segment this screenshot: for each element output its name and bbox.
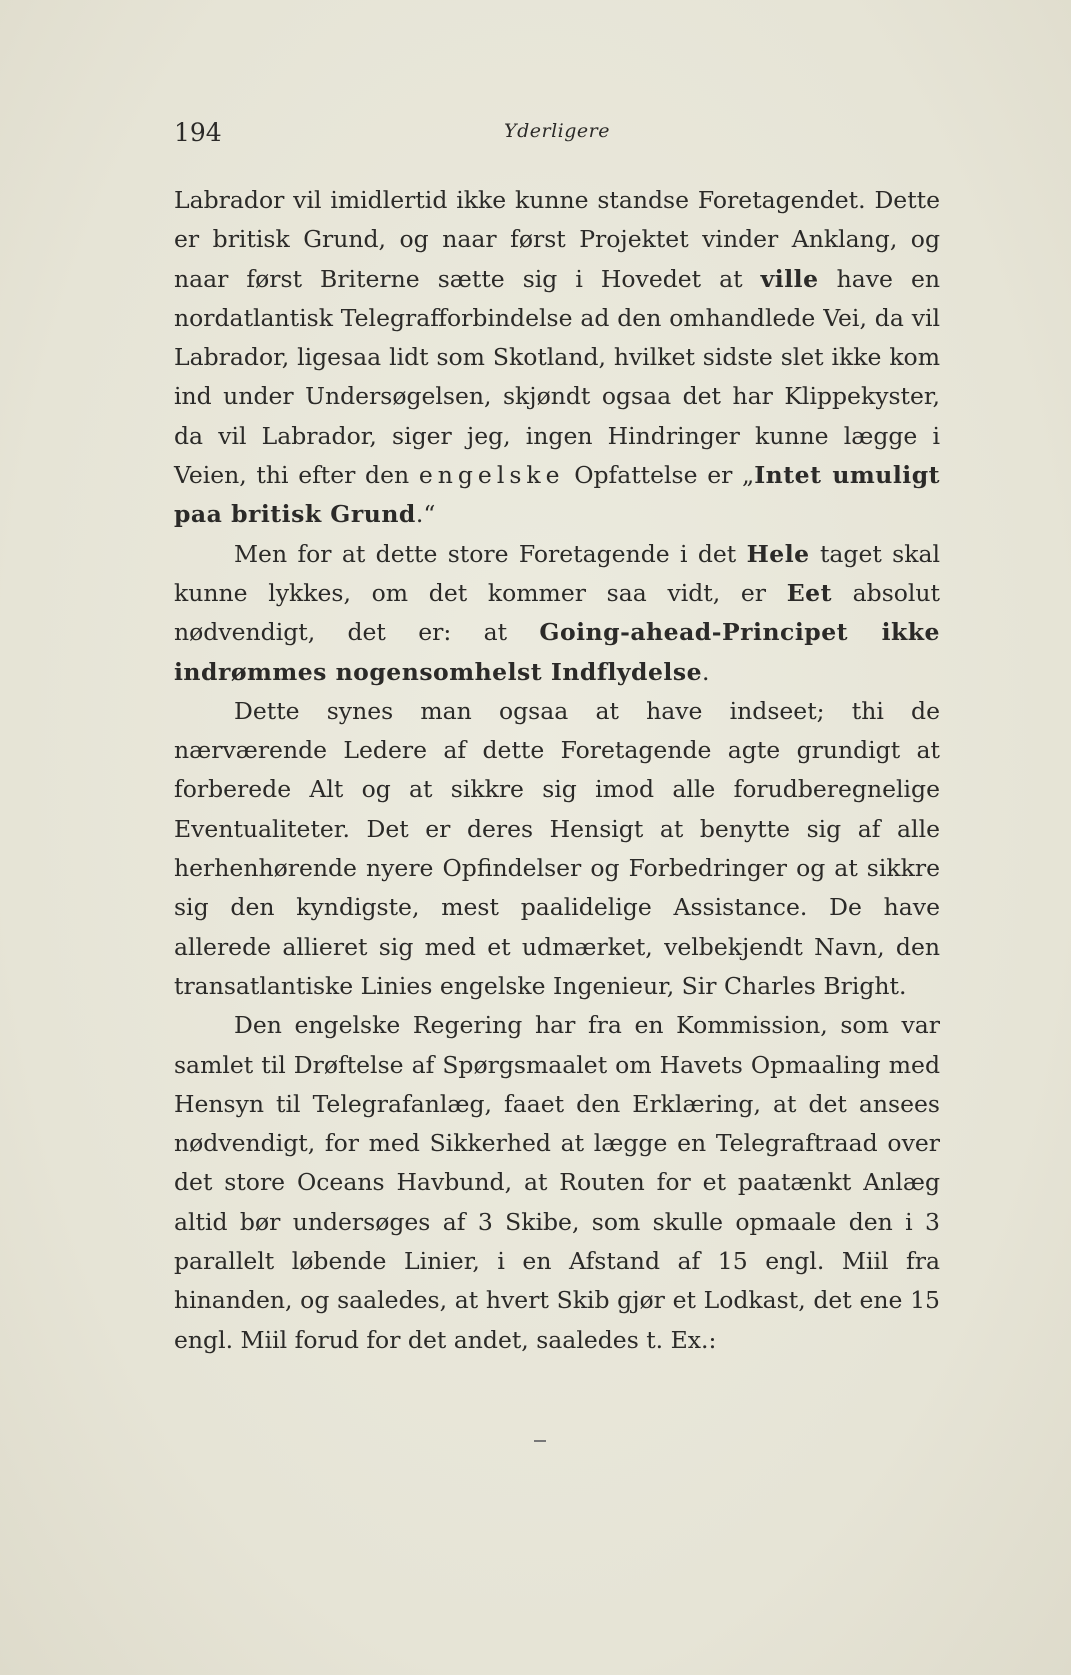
running-head: Yderligere: [504, 120, 610, 142]
emphasis-text: Going-ahead-Principet ikke indrømmes nogensomhelst Indflydelse: [174, 618, 941, 686]
page-number: 194: [174, 118, 222, 147]
paragraph-2: [174, 535, 940, 692]
spaced-text: engelske: [418, 461, 565, 490]
text-run: .: [702, 657, 710, 686]
body-text: [174, 181, 940, 1360]
text-run: Den engelske Regering har fra en Kommission, som var samlet til Drøftelse af Spørgsmaalet om Havets Opmaaling med Hensyn til Telegrafanlæg, faaet den Erklæring, at det ansees nødvendigt, for med Sikkerhed at lægge en Telegraftraad over det store Oceans Havbund, at Routen for et paatænkt Anlæg altid bør undersøges af 3 Skibe, som skulle opmaale den i 3 parallelt løbende Linier, i en Afstand af 15 engl. Miil fra hinanden, og saaledes, at hvert Skib gjør et Lodkast, det ene 15 engl. Miil forud for det andet, saaledes t. Ex.:: [174, 1011, 940, 1354]
emphasis-text: Intet umuligt paa britisk Grund: [174, 461, 940, 529]
text-run: Men for at dette store Foretagende i det: [234, 539, 747, 568]
paragraph-3: [174, 692, 940, 1006]
text-run: Labrador vil imidlertid ikke kunne standse Foretagendet. Dette er britisk Grund, og naar først Projektet vinder Anklang, og naar først Briterne sætte sig i Hovedet at: [174, 186, 940, 293]
text-run: .“: [415, 500, 436, 529]
paragraph-1: [174, 181, 940, 535]
paragraph-4: [174, 1006, 940, 1360]
text-run: Opfattelse er „: [564, 461, 755, 490]
emphasis-text: Hele: [746, 539, 810, 568]
emphasis-text: ville: [760, 264, 819, 293]
text-run: absolut nødvendigt, det er: at: [174, 578, 941, 647]
text-run: Dette synes man ogsaa at have indseet; thi de nærværende Ledere af dette Foretagende agte grundigt at forberede Alt og at sikkre sig imod alle forudberegnelige Eventualiteter. Det er deres Hensigt at benytte sig af alle herhenhørende nyere Opfindelser og Forbedringer og at sikkre sig den kyndigste, mest paalidelige Assistance. De have allerede allieret sig med et udmærket, velbekjendt Navn, den transatlantiske Linies engelske Ingenieur, Sir Charles Bright.: [174, 696, 940, 1000]
emphasis-text: Eet: [786, 578, 832, 607]
page-header: [174, 118, 940, 158]
text-run: have en nordatlantisk Telegrafforbindelse ad den omhandlede Vei, da vil Labrador, ligesaa lidt som Skotland, hvilket sidste slet ikke kom ind under Undersøgelsen, skjøndt ogsaa det har Klippekyster, da vil Labrador, siger jeg, ingen Hindringer kunne lægge i Veien, thi efter den: [174, 264, 940, 490]
printer-mark: [534, 1440, 546, 1442]
text-run: taget skal kunne lykkes, om det kommer saa vidt, er: [174, 539, 940, 607]
